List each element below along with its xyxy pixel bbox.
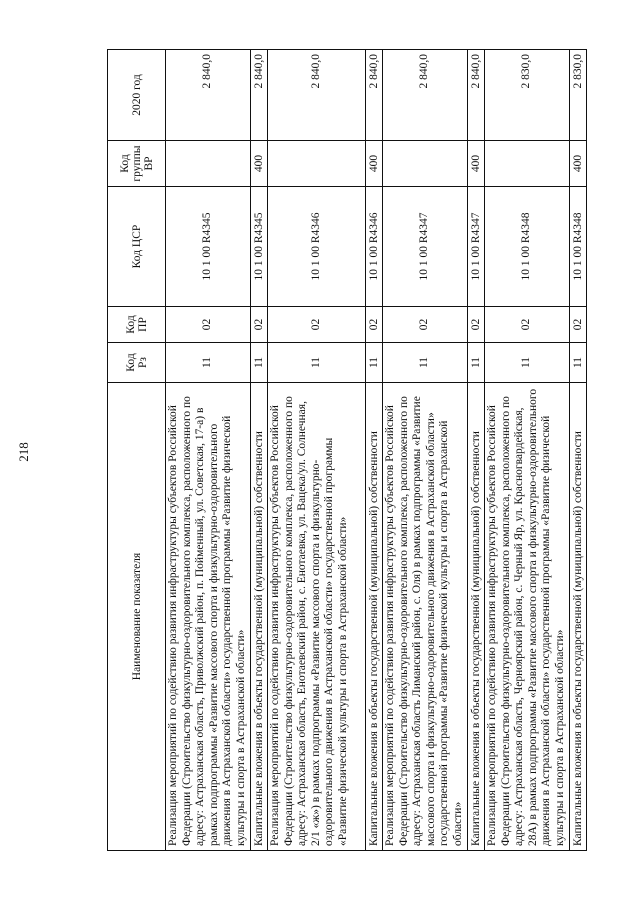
table-row	[366, 50, 383, 851]
row-pr: 02	[485, 307, 570, 343]
row-value: 2 830,0	[485, 50, 570, 141]
row-csr: 10 1 00 R4347	[468, 187, 485, 307]
row-value: 2 830,0	[570, 50, 587, 141]
row-value: 2 840,0	[383, 50, 468, 141]
header-csr: Код ЦСР	[108, 187, 166, 307]
row-rz: 11	[166, 343, 251, 383]
row-name: Капитальные вложения в объекты государственной (муниципальной) собственности	[251, 383, 268, 851]
table-row	[166, 50, 251, 851]
table-row	[485, 50, 570, 851]
row-vr	[166, 141, 251, 187]
row-value: 2 840,0	[468, 50, 485, 141]
row-pr: 02	[251, 307, 268, 343]
header-pr: Код ПР	[108, 307, 166, 343]
row-value: 2 840,0	[268, 50, 366, 141]
row-csr: 10 1 00 R4347	[383, 187, 468, 307]
row-csr: 10 1 00 R4348	[570, 187, 587, 307]
row-vr: 400	[366, 141, 383, 187]
header-rz: Код Рз	[108, 343, 166, 383]
header-name: Наименование показателя	[108, 383, 166, 851]
row-name: Реализация мероприятий по содействию развития инфраструктуры субъектов Российской Федерации (Строительство физкультурно-оздоровительного комплекса, расположенного по адресу: Астраханская область, Черноярский район, с. Черный Яр, ул. Красногвардейская, 28А) в рамках подпрограммы «Развитие массового спорта и физкультурно-оздоровительного движения в Астраханской области» государственной программы «Развитие физической культуры и спорта в Астраханской области»	[485, 383, 570, 851]
budget-table-rotated	[107, 50, 584, 851]
row-name: Реализация мероприятий по содействию развития инфраструктуры субъектов Российской Федерации (Строительство физкультурно-оздоровительного комплекса, расположенного по адресу: Астраханская область, Приволжский район, п. Пойменный, ул. Советская, 17-а) в рамках подпрограммы «Развитие массового спорта и физкультурно-оздоровительного движения в Астраханской области» государственной программы «Развитие физической культуры и спорта в Астраханской области»	[166, 383, 251, 851]
row-name: Реализация мероприятий по содействию развития инфраструктуры субъектов Российской Федерации (Строительство физкультурно-оздоровительного комплекса, расположенного по адресу: Астраханская область Лиманский район, с. Оля) в рамках подпрограммы «Развитие массового спорта и физкультурно-оздоровительного движения в Астраханской области» государственной программы «Развитие физической культуры и спорта в Астраханской области»	[383, 383, 468, 851]
row-csr: 10 1 00 R4346	[366, 187, 383, 307]
row-vr	[485, 141, 570, 187]
header-year: 2020 год	[108, 50, 166, 141]
row-pr: 02	[570, 307, 587, 343]
row-rz: 11	[268, 343, 366, 383]
row-vr: 400	[468, 141, 485, 187]
table-row	[383, 50, 468, 851]
row-name: Реализация мероприятий по содействию развития инфраструктуры субъектов Российской Федерации (Строительство физкультурно-оздоровительного комплекса, расположенного по адресу: Астраханская область, Енотаевский район, с. Енотаевка, ул. Вацека/ул. Солнечная, 2/1 «ж») в рамках подпрограммы «Развитие массового спорта и физкультурно-оздоровительного движения в Астраханской области» государственной программы «Развитие физической культуры и спорта в Астраханской области»	[268, 383, 366, 851]
table-row	[251, 50, 268, 851]
row-csr: 10 1 00 R4348	[485, 187, 570, 307]
row-vr: 400	[570, 141, 587, 187]
row-rz: 11	[383, 343, 468, 383]
table-header-row	[108, 50, 166, 851]
row-csr: 10 1 00 R4345	[251, 187, 268, 307]
table-row	[268, 50, 366, 851]
row-value: 2 840,0	[366, 50, 383, 141]
row-vr: 400	[251, 141, 268, 187]
row-pr: 02	[468, 307, 485, 343]
row-pr: 02	[383, 307, 468, 343]
row-csr: 10 1 00 R4345	[166, 187, 251, 307]
row-name: Капитальные вложения в объекты государственной (муниципальной) собственности	[468, 383, 485, 851]
budget-table	[107, 49, 587, 851]
table-row	[468, 50, 485, 851]
row-rz: 11	[251, 343, 268, 383]
header-vr: Код группы ВР	[108, 141, 166, 187]
row-pr: 02	[366, 307, 383, 343]
row-csr: 10 1 00 R4346	[268, 187, 366, 307]
row-value: 2 840,0	[166, 50, 251, 141]
page-number: 218	[16, 442, 31, 462]
row-vr	[268, 141, 366, 187]
row-vr	[383, 141, 468, 187]
table-row	[570, 50, 587, 851]
row-name: Капитальные вложения в объекты государственной (муниципальной) собственности	[570, 383, 587, 851]
row-pr: 02	[268, 307, 366, 343]
row-pr: 02	[166, 307, 251, 343]
row-name: Капитальные вложения в объекты государственной (муниципальной) собственности	[366, 383, 383, 851]
row-rz: 11	[485, 343, 570, 383]
row-rz: 11	[366, 343, 383, 383]
row-rz: 11	[468, 343, 485, 383]
row-rz: 11	[570, 343, 587, 383]
row-value: 2 840,0	[251, 50, 268, 141]
